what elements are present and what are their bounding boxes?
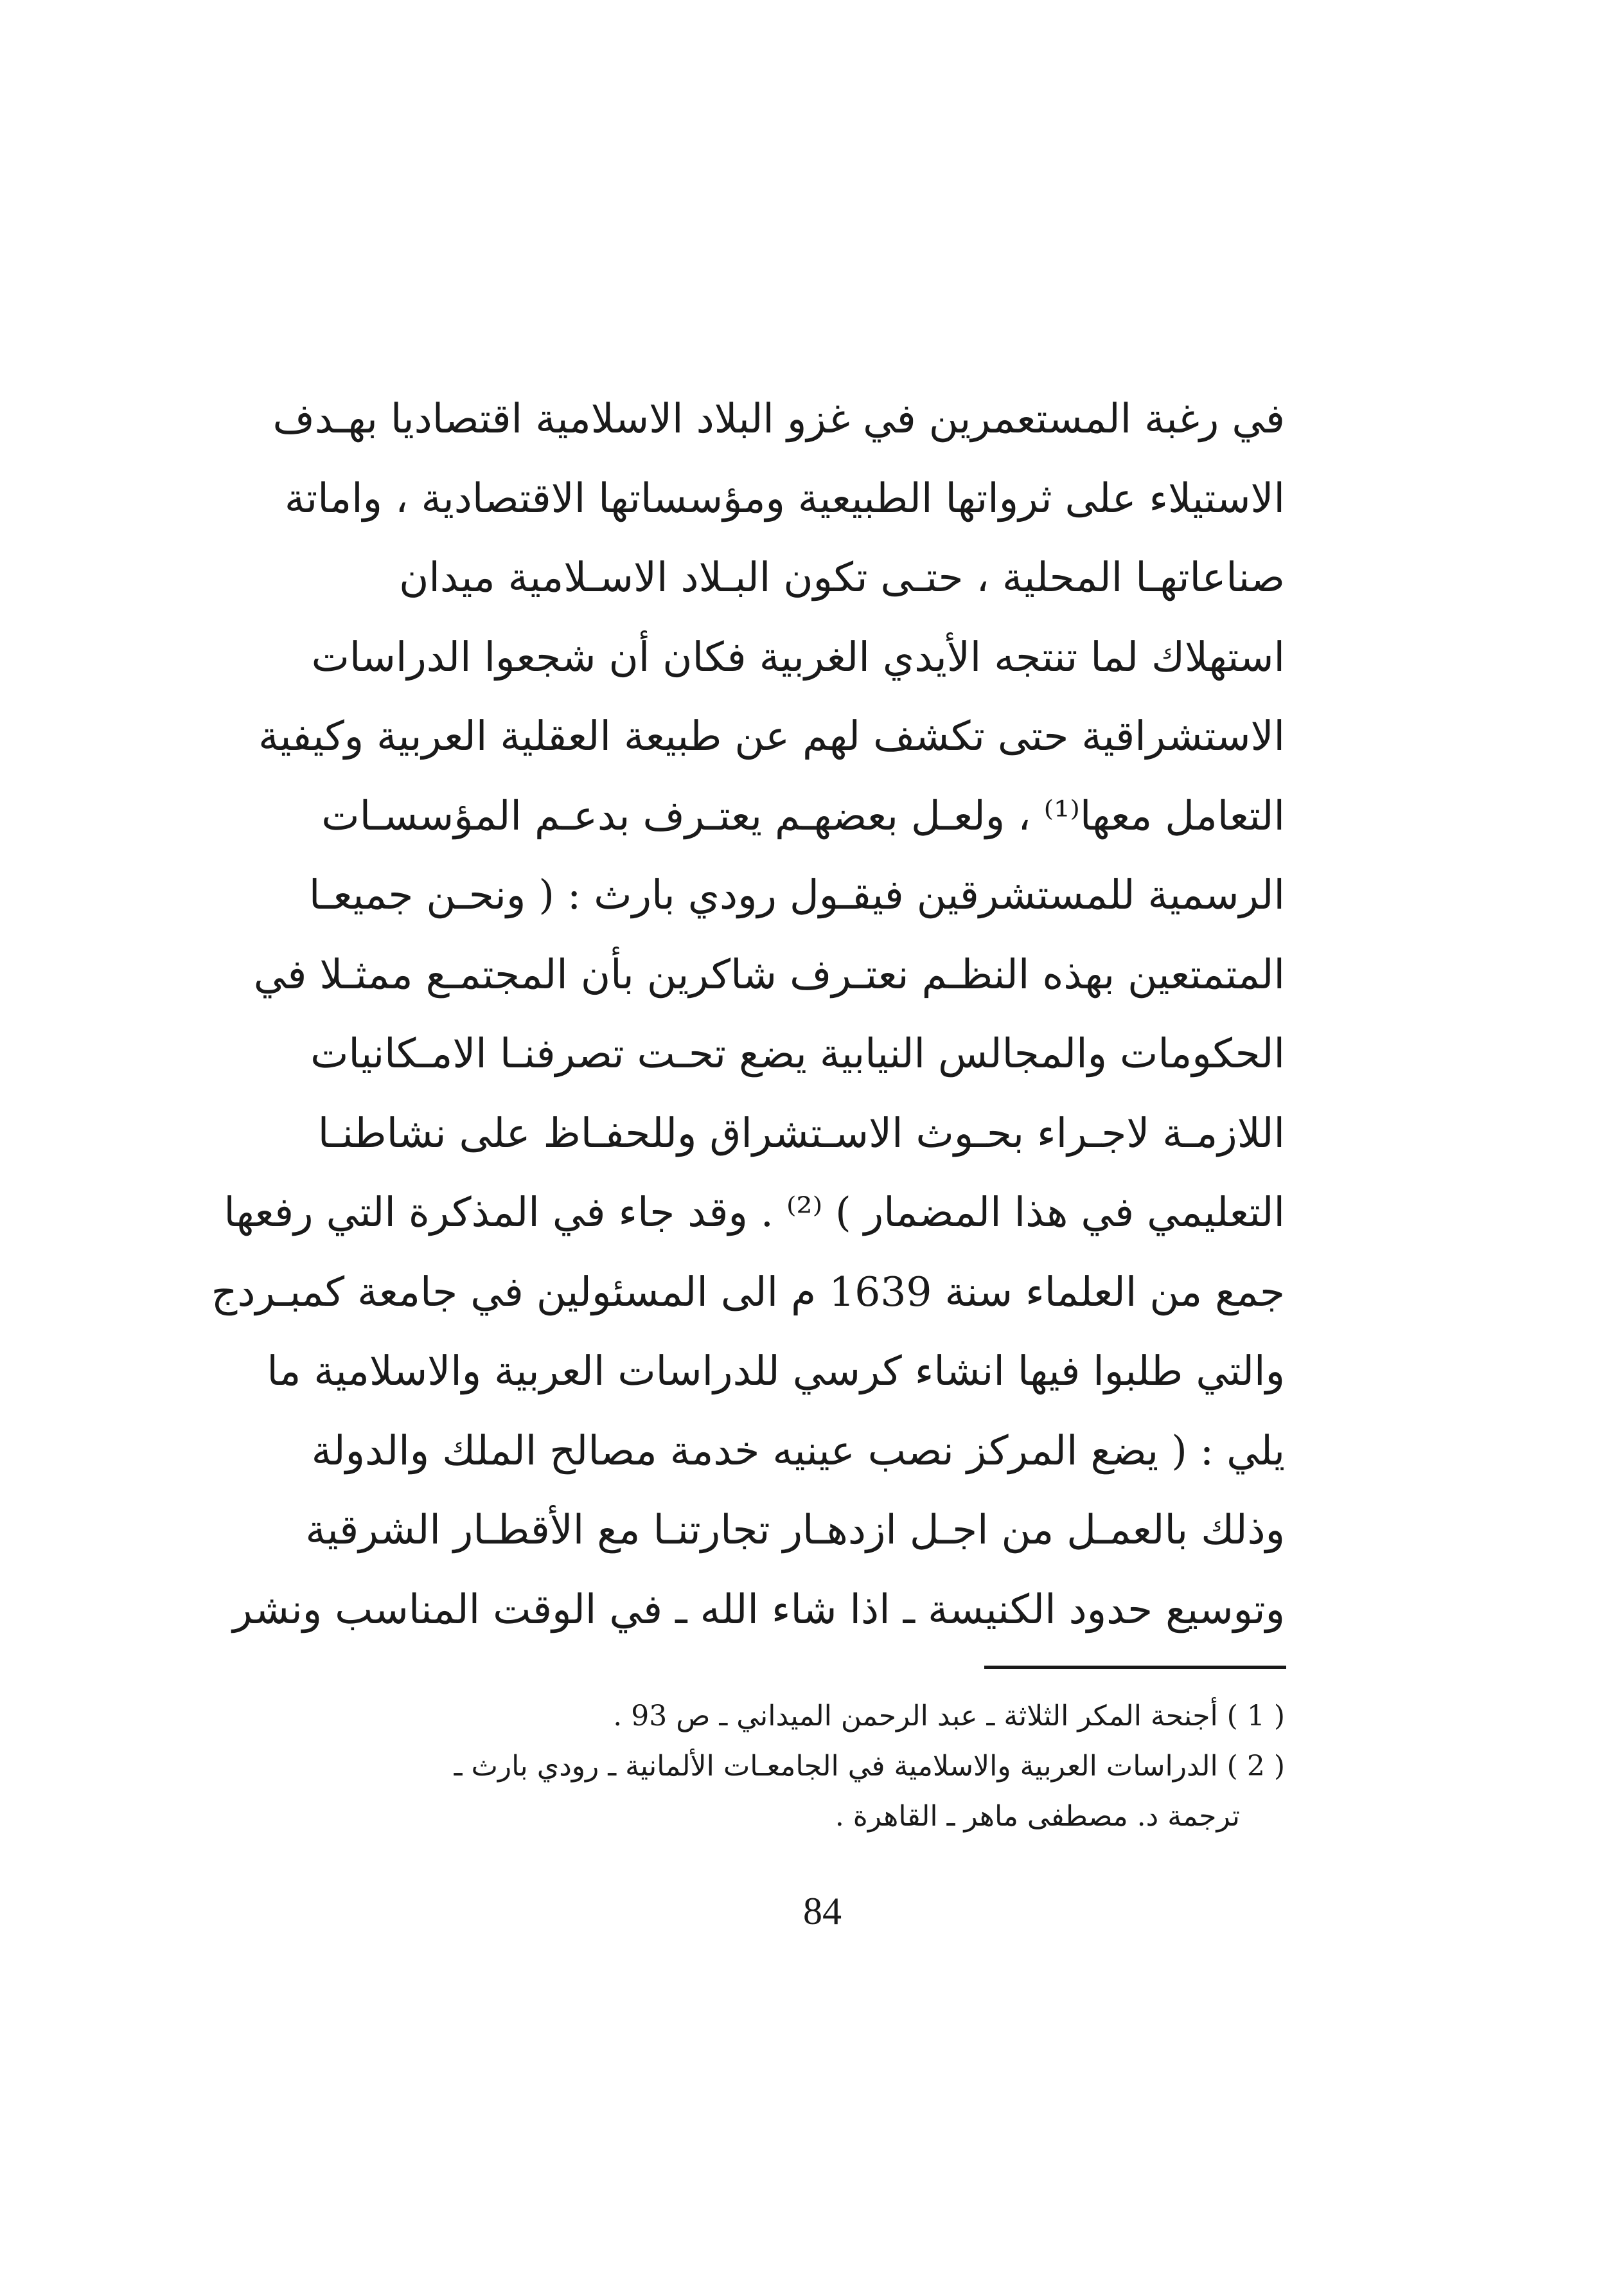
text-line-13: والتي طلبوا فيها انشاء كرسي للدراسات العربية والاسلامية ما (267, 1348, 1285, 1394)
footnotes (360, 1691, 1285, 1842)
text-line-10: اللازمـة لاجـراء بحـوث الاسـتشراق وللحفـاظ على نشاطنـا (317, 1109, 1285, 1157)
footnote-divider (984, 1666, 1286, 1669)
text-line-16: وتوسيع حدود الكنيسة ـ اذا شاء الله ـ في الوقت المناسب ونشر (233, 1585, 1285, 1633)
text-line-4: استهلاك لما تنتجه الأيدي الغربية فكان أن شجعوا الدراسات (311, 633, 1285, 681)
text-line-14: يلي : ( يضع المركز نصب عينيه خدمة مصالح الملك والدولة (311, 1427, 1285, 1474)
footnote-2: ( 2 ) الدراسات العربية والاسلامية في الجامعـات الألمانية ـ رودي بارث ـ (454, 1750, 1285, 1783)
text-line-7: الرسمية للمستشرقين فيقـول رودي بارث : ( ونحـن جميعـا (308, 871, 1285, 918)
text-line-5: الاستشراقية حتى تكشف لهم عن طبيعة العقلية العربية وكيفية (258, 713, 1285, 760)
text-line-15: وذلك بالعمـل من اجـل ازدهـار تجارتنـا مع الأقطـار الشرقية (305, 1506, 1285, 1553)
body-text (211, 379, 1285, 1649)
text-line-1: في رغبة المستعمرين في غزو البلاد الاسلامية اقتصاديا بهـدف (272, 395, 1285, 442)
text-line-3: صناعاتهـا المحلية ، حتـى تكون البـلاد الاسـلامية ميدان (399, 554, 1285, 601)
text-line-2: الاستيلاء على ثرواتها الطبيعية ومؤسساتها الاقتصادية ، واماتة (284, 474, 1285, 522)
text-line-12: جمع من العلماء سنة 1639 م الى المسئولين في جامعة كمبـردج (211, 1268, 1285, 1315)
text-line-11: التعليمي في هذا المضمار ) ⁽²⁾ . وقد جاء في المذكرة التي رفعها (224, 1189, 1285, 1236)
footnote-1: ( 1 ) أجنحة المكر الثلاثة ـ عبد الرحمن الميداني ـ ص 93 . (613, 1700, 1285, 1732)
text-line-9: الحكومات والمجالس النيابية يضع تحـت تصرفنـا الامـكانيات (310, 1030, 1285, 1077)
page-number: 84 (803, 1890, 842, 1932)
footnote-2-continuation: ترجمة د. مصطفى ماهر ـ القاهرة . (835, 1800, 1240, 1833)
text-line-6: التعامل معها⁽¹⁾ ، ولعـل بعضهـم يعتـرف بدعـم المؤسسـات (321, 792, 1285, 839)
text-line-8: المتمتعين بهذه النظـم نعتـرف شاكرين بأن المجتمـع ممثـلا في (253, 950, 1285, 998)
